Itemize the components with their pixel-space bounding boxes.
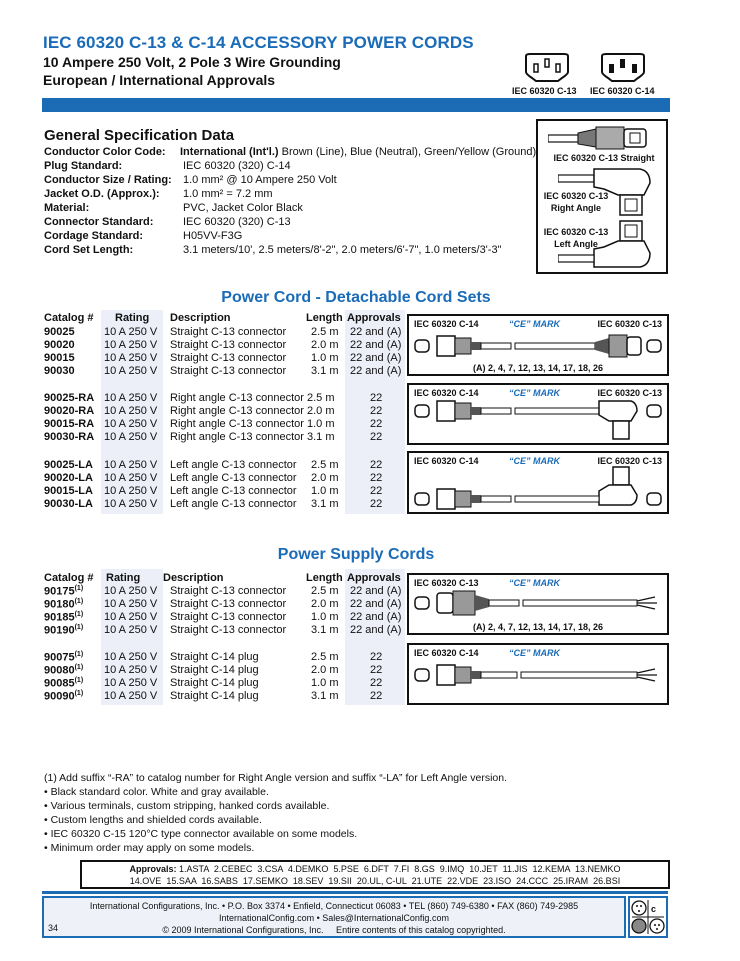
drawing-right-angle-cord-set: IEC 60320 C-14 “CE” MARK IEC 60320 C-13 bbox=[407, 383, 669, 445]
col-header-catalog: Catalog # bbox=[44, 312, 94, 324]
left-angle-cord-set-icon bbox=[409, 465, 667, 511]
footnote: (1) Add suffix “-RA” to catalog number for Right Angle version and suffix “-LA” for Left Angle version. bbox=[44, 772, 508, 784]
spec-row: Conductor Color Code: International (Int'l.) Brown (Line), Blue (Neutral), Green/Yellow (Ground) bbox=[44, 146, 537, 158]
drawing-c13-supply-cord: IEC 60320 C-13 “CE” MARK (A) 2, 4, 7, 12, 13, 14, 17, 18, 26 bbox=[407, 573, 669, 635]
page-subtitle-approvals: European / International Approvals bbox=[43, 72, 276, 88]
page-number: 34 bbox=[48, 923, 59, 933]
footer bbox=[42, 896, 626, 938]
caption-left-angle-2: Left Angle bbox=[554, 239, 598, 249]
note-item: • Minimum order may apply on some models. bbox=[44, 842, 255, 854]
col-header-length: Length bbox=[306, 572, 343, 584]
col-header-description: Description bbox=[163, 572, 224, 584]
connector-types-figure bbox=[536, 119, 668, 274]
note-item: • IEC 60320 C-15 120°C type connector available on some models. bbox=[44, 828, 358, 840]
section-title-detachable: Power Cord - Detachable Cord Sets bbox=[221, 289, 491, 306]
c13-straight-connector-icon bbox=[548, 125, 658, 151]
c14-supply-cord-icon bbox=[409, 659, 667, 691]
right-angle-cord-set-icon bbox=[409, 397, 667, 443]
straight-cord-set-icon bbox=[409, 330, 667, 362]
svg-text:c: c bbox=[651, 904, 657, 914]
c13-supply-cord-icon bbox=[409, 587, 667, 619]
drawing-c14-supply-cord: IEC 60320 C-14 “CE” MARK bbox=[407, 643, 669, 705]
spec-row: Plug Standard: IEC 60320 (320) C-14 bbox=[44, 160, 291, 172]
col-header-length: Length bbox=[306, 312, 343, 324]
section-title-supply: Power Supply Cords bbox=[277, 546, 435, 563]
drawing-straight-cord-set: IEC 60320 C-14 “CE” MARK IEC 60320 C-13 (A) 2, 4, 7, 12, 13, 14, 17, 18, 26 bbox=[407, 314, 669, 376]
c13-label: IEC 60320 C-13 bbox=[512, 86, 577, 96]
spec-row: Material: PVC, Jacket Color Black bbox=[44, 202, 303, 214]
col-header-approvals: Approvals bbox=[347, 312, 401, 324]
page-title: IEC 60320 C-13 & C-14 ACCESSORY POWER CORDS bbox=[43, 33, 474, 52]
header-divider-bar bbox=[42, 98, 670, 112]
page-subtitle-rating: 10 Ampere 250 Volt, 2 Pole 3 Wire Grounding bbox=[43, 54, 341, 70]
col-header-rating: Rating bbox=[115, 312, 150, 324]
col-header-catalog: Catalog # bbox=[44, 572, 94, 584]
footer-web-email: InternationalConfig.com • Sales@InternationalConfig.com bbox=[219, 913, 449, 923]
spec-row: Cordage Standard: H05VV-F3G bbox=[44, 230, 243, 242]
caption-right-angle-2: Right Angle bbox=[550, 203, 602, 213]
c14-label: IEC 60320 C-14 bbox=[590, 86, 655, 96]
ic-logo-icon bbox=[630, 898, 666, 936]
company-logo bbox=[628, 896, 668, 938]
spec-row: Cord Set Length: 3.1 meters/10', 2.5 meters/8'-2", 2.0 meters/6'-7", 1.0 meters/3'-3" bbox=[44, 244, 502, 256]
footer-divider-bar bbox=[42, 891, 668, 894]
spec-row: Conductor Size / Rating: 1.0 mm² @ 10 Ampere 250 Volt bbox=[44, 174, 337, 186]
caption-right-angle-1: IEC 60320 C-13 bbox=[543, 191, 609, 201]
c13-socket-icon bbox=[522, 52, 572, 84]
caption-straight: IEC 60320 C-13 Straight bbox=[553, 153, 655, 163]
col-header-approvals: Approvals bbox=[347, 572, 401, 584]
col-header-rating: Rating bbox=[106, 572, 141, 584]
note-item: • Custom lengths and shielded cords available. bbox=[44, 814, 262, 826]
col-header-description: Description bbox=[170, 312, 231, 324]
c14-plug-icon bbox=[598, 52, 648, 84]
spec-heading: General Specification Data bbox=[44, 127, 235, 144]
spec-row: Jacket O.D. (Approx.): 1.0 mm² = 7.2 mm bbox=[44, 188, 273, 200]
drawing-left-angle-cord-set: IEC 60320 C-14 “CE” MARK IEC 60320 C-13 bbox=[407, 451, 669, 514]
footer-copyright: © 2009 International Configurations, Inc. Entire contents of this catalog copyrighted. bbox=[162, 925, 506, 935]
note-item: • Black standard color. White and gray available. bbox=[44, 786, 269, 798]
approvals-legend: Approvals: 1.ASTA 2.CEBEC 3.CSA 4.DEMKO 5.PSE 6.DFT 7.FI 8.GS 9.IMQ 10.JET 11.JIS 12.KEMA 13.NEMKO 14.OVE 15.SAA 16.SABS 17.SEMKO 18.SEV 19.SII 20.UL, C-UL 21.UTE 22.VDE 23.ISO 24.CCC 25.IRAM 26.BSI bbox=[80, 860, 670, 889]
spec-row: Connector Standard: IEC 60320 (320) C-13 bbox=[44, 216, 291, 228]
note-item: • Various terminals, custom stripping, hanked cords available. bbox=[44, 800, 330, 812]
footer-address: International Configurations, Inc. • P.O. Box 3374 • Enfield, Connecticut 06083 • TEL (860) 749-6380 • FAX (860) 749-2985 bbox=[89, 901, 579, 911]
caption-left-angle-1: IEC 60320 C-13 bbox=[543, 227, 609, 237]
